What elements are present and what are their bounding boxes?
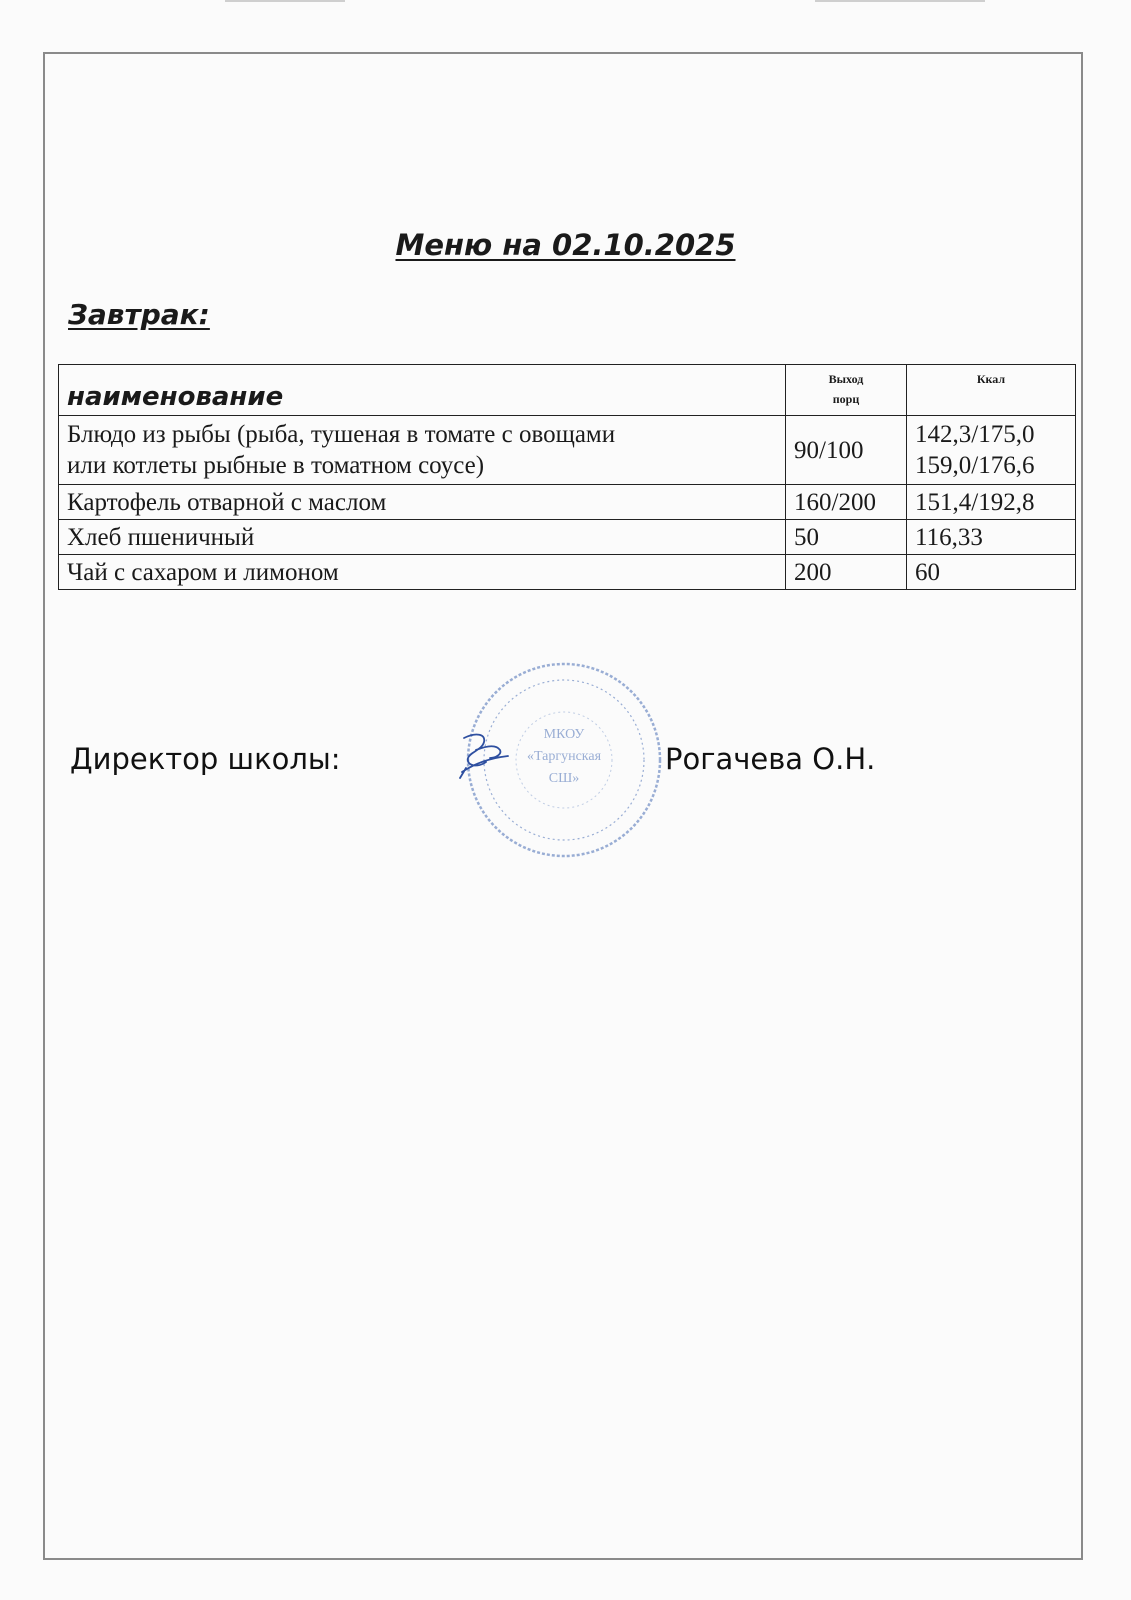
stamp-line3: СШ» <box>548 771 580 786</box>
row-yield: 50 <box>786 520 907 555</box>
table-row <box>59 485 1076 520</box>
table-header-row <box>59 365 1076 416</box>
director-label: Директор школы: <box>70 742 341 776</box>
menu-title <box>0 228 1131 262</box>
header-yield <box>786 365 907 416</box>
row-kcal: 60 <box>907 555 1076 590</box>
stamp-line1: МКОУ <box>543 727 585 742</box>
row-yield: 160/200 <box>786 485 907 520</box>
row-name <box>59 416 786 485</box>
header-kcal: Ккал <box>907 365 1076 416</box>
row-kcal-line2: 159,0/176,6 <box>915 452 1035 479</box>
row-name: Чай с сахаром и лимоном <box>59 555 786 590</box>
table-row <box>59 555 1076 590</box>
director-name: Рогачева О.Н. <box>665 742 876 776</box>
row-kcal-line1: 142,3/175,0 <box>915 421 1035 448</box>
stamp-line2: «Таргунская <box>526 749 602 764</box>
row-name: Картофель отварной с маслом <box>59 485 786 520</box>
row-name: Хлеб пшеничный <box>59 520 786 555</box>
header-name: наименование <box>59 365 786 416</box>
table-row <box>59 520 1076 555</box>
row-yield: 200 <box>786 555 907 590</box>
row-kcal: 116,33 <box>907 520 1076 555</box>
row-yield: 90/100 <box>786 416 907 485</box>
menu-table <box>58 364 1076 590</box>
header-yield-line1: Выход <box>828 372 864 386</box>
row-kcal <box>907 416 1076 485</box>
row-kcal: 151,4/192,8 <box>907 485 1076 520</box>
menu-title-text: Меню на 02.10.2025 <box>395 228 736 262</box>
director-signature <box>456 728 526 788</box>
row-name-line1: Блюдо из рыбы (рыба, тушеная в томате с овощами <box>67 421 616 448</box>
scan-edge-marks <box>0 0 1131 4</box>
row-name-line2: или котлеты рыбные в томатном соусе) <box>67 452 485 479</box>
header-yield-line2: порц <box>832 392 860 406</box>
section-breakfast-label: Завтрак: <box>68 298 210 331</box>
table-row <box>59 416 1076 485</box>
